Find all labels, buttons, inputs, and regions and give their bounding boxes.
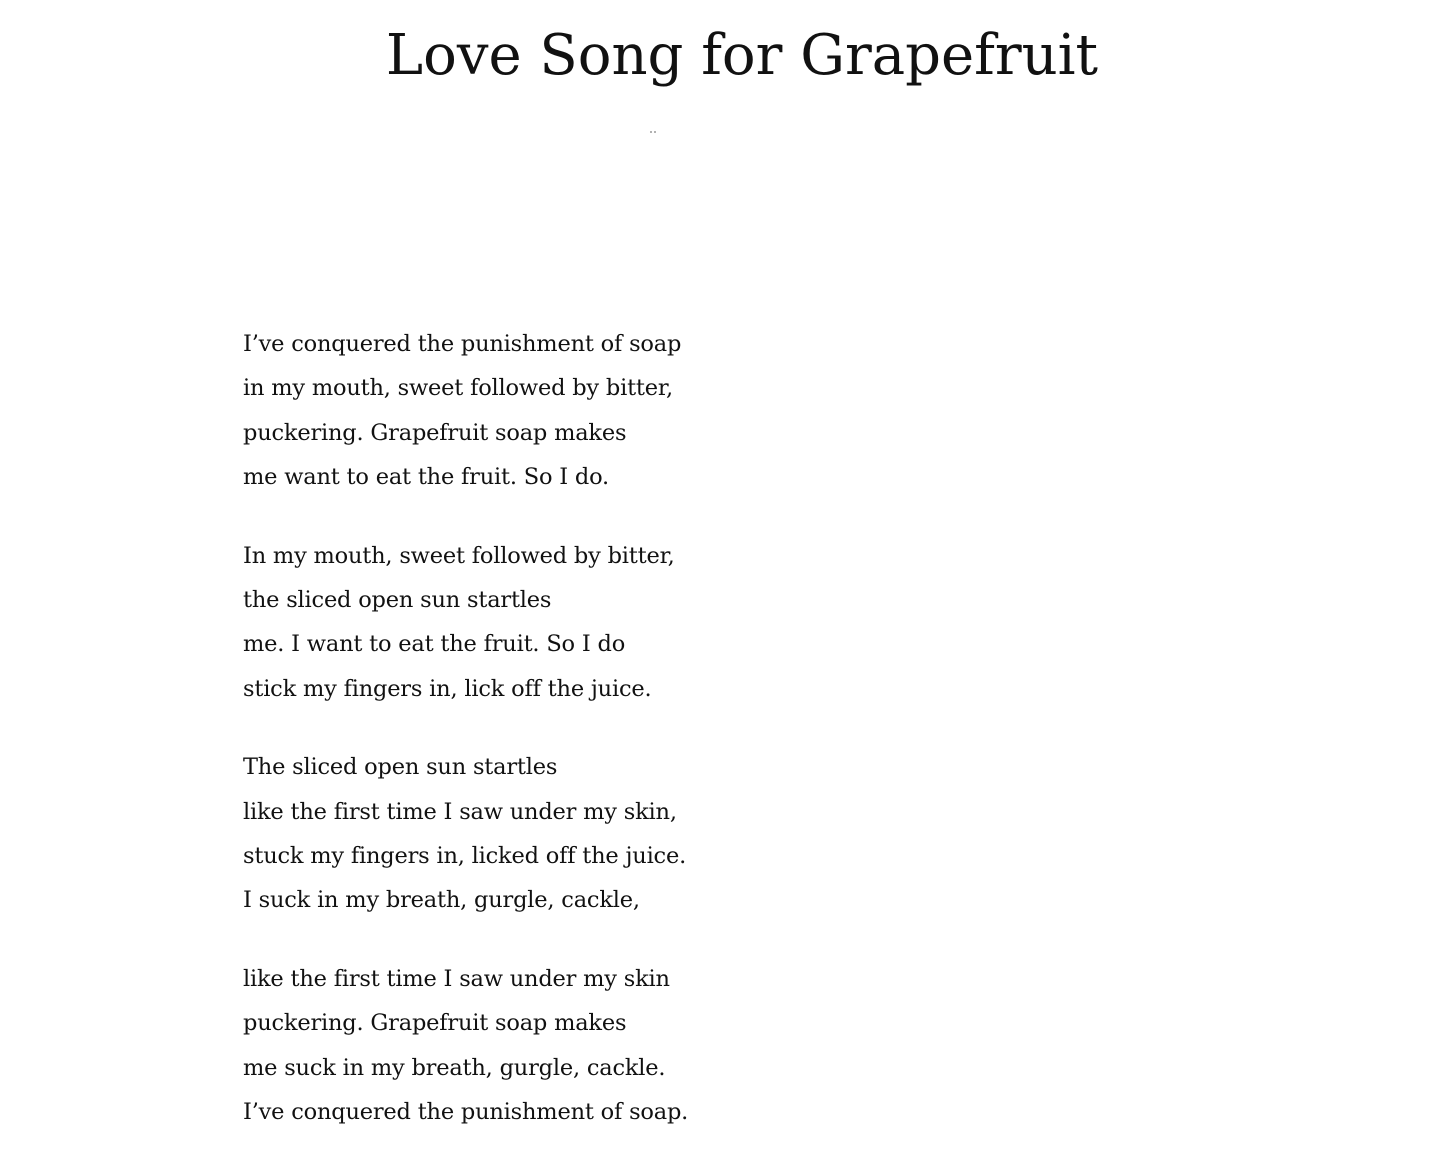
poem-line: I’ve conquered the punishment of soap. [243,1099,689,1126]
poem-line: I’ve conquered the punishment of soap [243,331,682,357]
poem-line: me suck in my breath, gurgle, cackle. [243,1054,666,1081]
decorative-speck [650,131,657,134]
poem-line: puckering. Grapefruit soap makes [243,419,627,446]
poem-body [243,322,943,1135]
poem-line: like the first time I saw under my skin, [243,798,677,825]
stanza-3 [243,745,943,923]
poem-line: the sliced open sun startles [243,587,552,614]
poem-line: like the first time I saw under my skin [243,965,670,992]
poem-line: I suck in my breath, gurgle, cackle, [243,887,640,914]
stanza-1 [243,322,943,500]
poem-title: Love Song for Grapefruit [385,23,1099,88]
stanza-4 [243,957,943,1135]
poem-line: In my mouth, sweet followed by bitter, [243,542,675,569]
poem-line: stick my fingers in, lick off the juice. [243,675,652,702]
poem-line: me. I want to eat the fruit. So I do [243,631,626,658]
poem-line: The sliced open sun startles [243,754,558,781]
poem-line: in my mouth, sweet followed by bitter, [243,375,673,402]
poem-line: me want to eat the fruit. So I do. [243,464,609,491]
stanza-2 [243,534,943,712]
poem-line: stuck my fingers in, licked off the juice. [243,843,687,870]
poem-line: puckering. Grapefruit soap makes [243,1010,627,1037]
